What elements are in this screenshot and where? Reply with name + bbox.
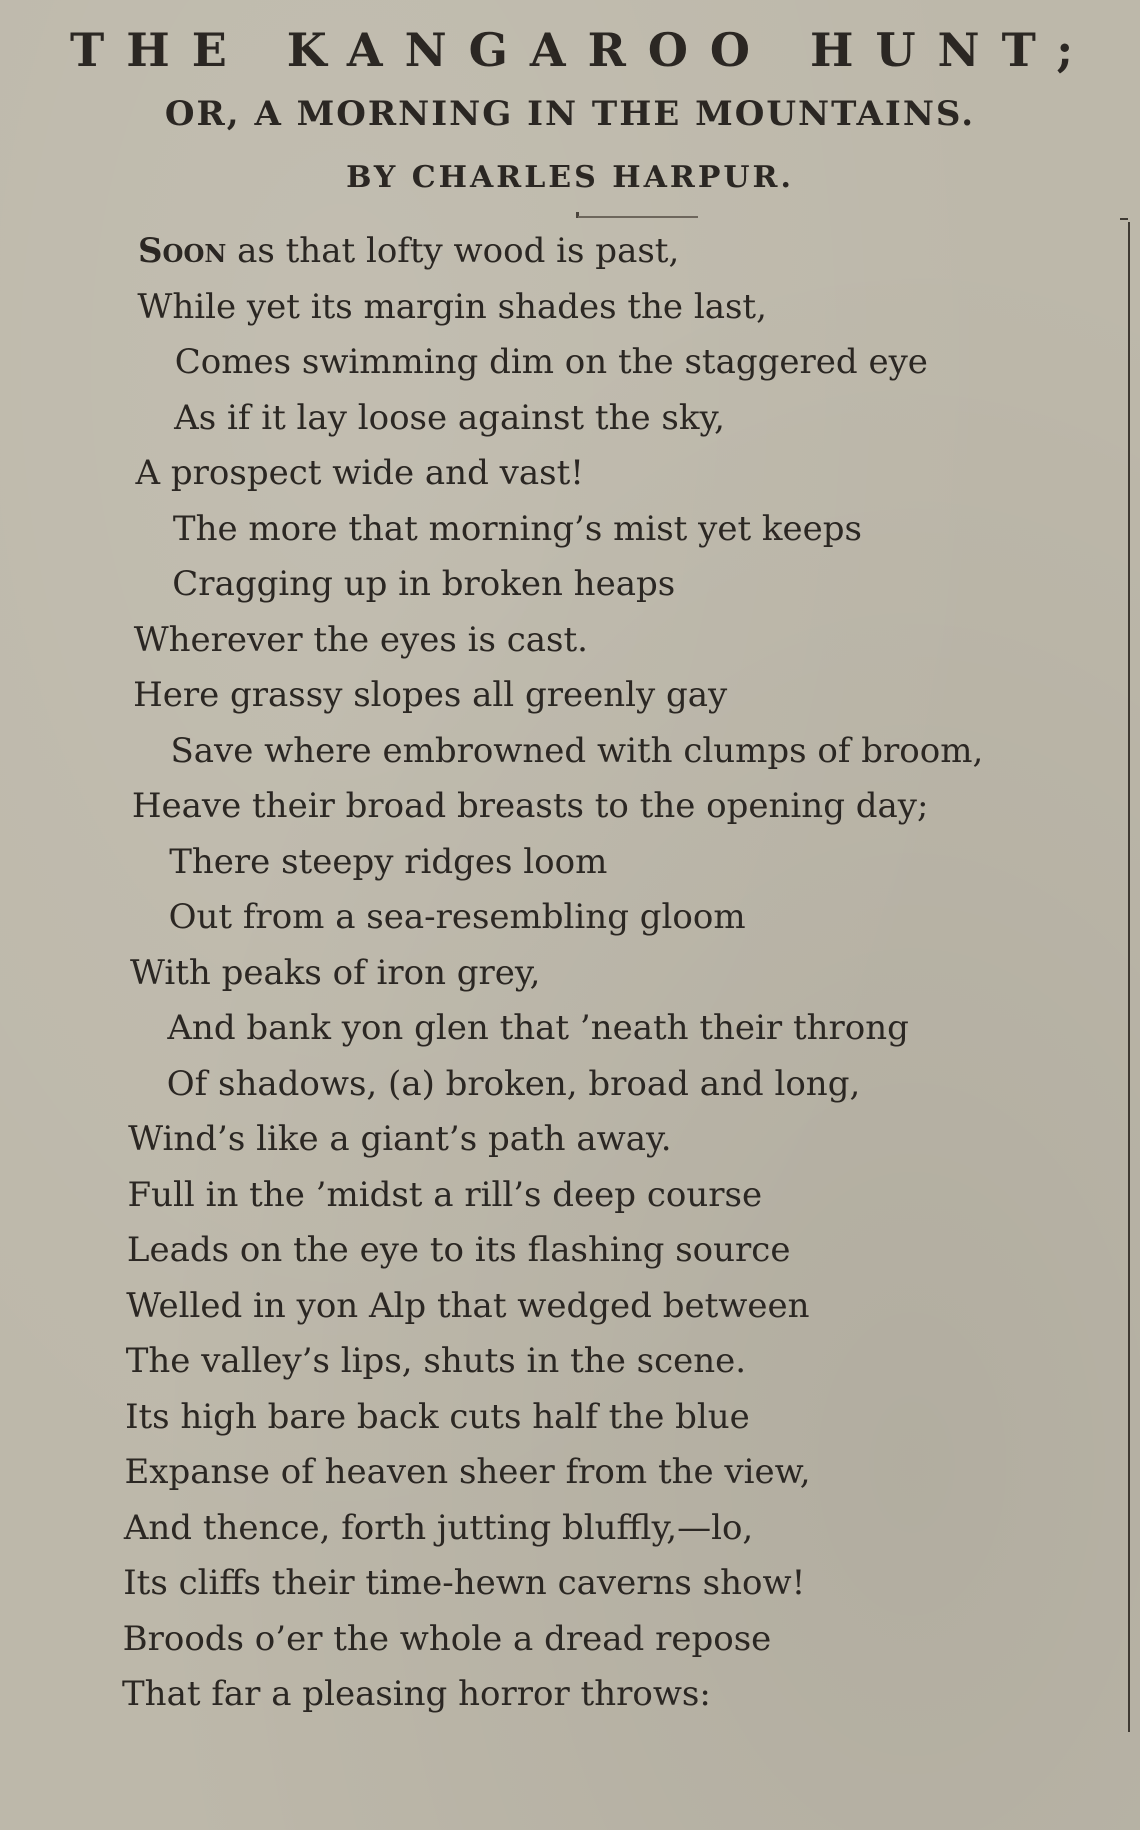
poem-line <box>0 1168 1140 1224</box>
poem-line-text: Leads on the eye to its flashing source <box>126 1230 791 1270</box>
poem-line-text: Here grassy slopes all greenly gay <box>133 675 728 715</box>
poem-line <box>0 668 1140 724</box>
poem-first-word: Soon <box>138 231 227 271</box>
poem-line <box>0 835 1140 891</box>
poem-line-text: Its cliffs their time-hewn caverns show! <box>123 1563 806 1603</box>
poem-line-text: Of shadows, (a) broken, broad and long, <box>166 1063 861 1104</box>
poem-line <box>0 1612 1140 1668</box>
poem-line <box>0 890 1140 946</box>
poem-line-text: While yet its margin shades the last, <box>137 286 767 327</box>
poem-line-text: The valley’s lips, shuts in the scene. <box>125 1341 747 1381</box>
poem-line-text: Save where embrowned with clumps of broom, <box>170 730 984 771</box>
poem-line-text: As if it lay loose against the sky, <box>174 397 725 438</box>
poem-line <box>0 1334 1140 1390</box>
poem-line <box>0 1501 1140 1557</box>
poem-line <box>0 502 1140 558</box>
poem-line-text: as that lofty wood is past, <box>226 231 680 271</box>
poem-line-text: Out from a sea-resembling gloom <box>168 897 746 937</box>
poem-title: THE KANGAROO HUNT; <box>70 23 1096 77</box>
poem-line-text: There steepy ridges loom <box>169 841 608 882</box>
poem-line-text: Full in the ’midst a rill’s deep course <box>127 1174 763 1215</box>
poem-line <box>0 1112 1140 1168</box>
poem-line <box>0 224 1140 280</box>
poem-line-text: A prospect wide and vast! <box>135 453 584 493</box>
poem-line <box>0 446 1140 502</box>
poem-line <box>0 613 1140 669</box>
column-rule-tick <box>1120 218 1128 220</box>
poem-line-text: Welled in yon Alp that wedged between <box>126 1285 810 1326</box>
poem-line-text: Its high bare back cuts half the blue <box>125 1396 750 1437</box>
poem-line-text: Expanse of heaven sheer from the view, <box>124 1452 811 1492</box>
poem-line <box>0 779 1140 835</box>
poem-line <box>0 557 1140 613</box>
poem-line <box>0 335 1140 391</box>
poem-line <box>0 280 1140 336</box>
poem-body <box>0 224 1140 1723</box>
poem-line <box>0 1390 1140 1446</box>
poem-subtitle: OR, A MORNING IN THE MOUNTAINS. <box>164 94 976 134</box>
poem-line <box>0 1057 1140 1113</box>
poem-line <box>0 1223 1140 1279</box>
poem-line-text: The more that morning’s mist yet keeps <box>172 508 862 549</box>
poem-line-text: Heave their broad breasts to the opening day; <box>131 786 929 826</box>
poem-line <box>0 1001 1140 1057</box>
poem-line <box>0 391 1140 447</box>
poem-line-text: Wind’s like a giant’s path away. <box>128 1119 672 1159</box>
poem-line-text: Broods o’er the whole a dread repose <box>122 1618 772 1659</box>
poem-line-text: With peaks of iron grey, <box>130 952 541 993</box>
poem-byline: BY CHARLES HARPUR. <box>346 160 794 195</box>
poem-line-text: Cragging up in broken heaps <box>172 564 676 604</box>
poem-line-text: Comes swimming dim on the staggered eye <box>174 342 928 382</box>
poem-line <box>0 1556 1140 1612</box>
poem-line <box>0 946 1140 1002</box>
title-rule <box>578 216 698 218</box>
poem-line-text: And thence, forth jutting bluffly,—lo, <box>123 1507 754 1548</box>
poem-line-text: And bank yon glen that ’neath their throng <box>167 1008 909 1048</box>
poem-line <box>0 1667 1140 1723</box>
poem-line <box>0 1279 1140 1335</box>
poem-line <box>0 724 1140 780</box>
poem-line-text: That far a pleasing horror throws: <box>122 1674 711 1714</box>
poem-line-text: Wherever the eyes is cast. <box>133 619 588 660</box>
poem-line <box>0 1445 1140 1501</box>
